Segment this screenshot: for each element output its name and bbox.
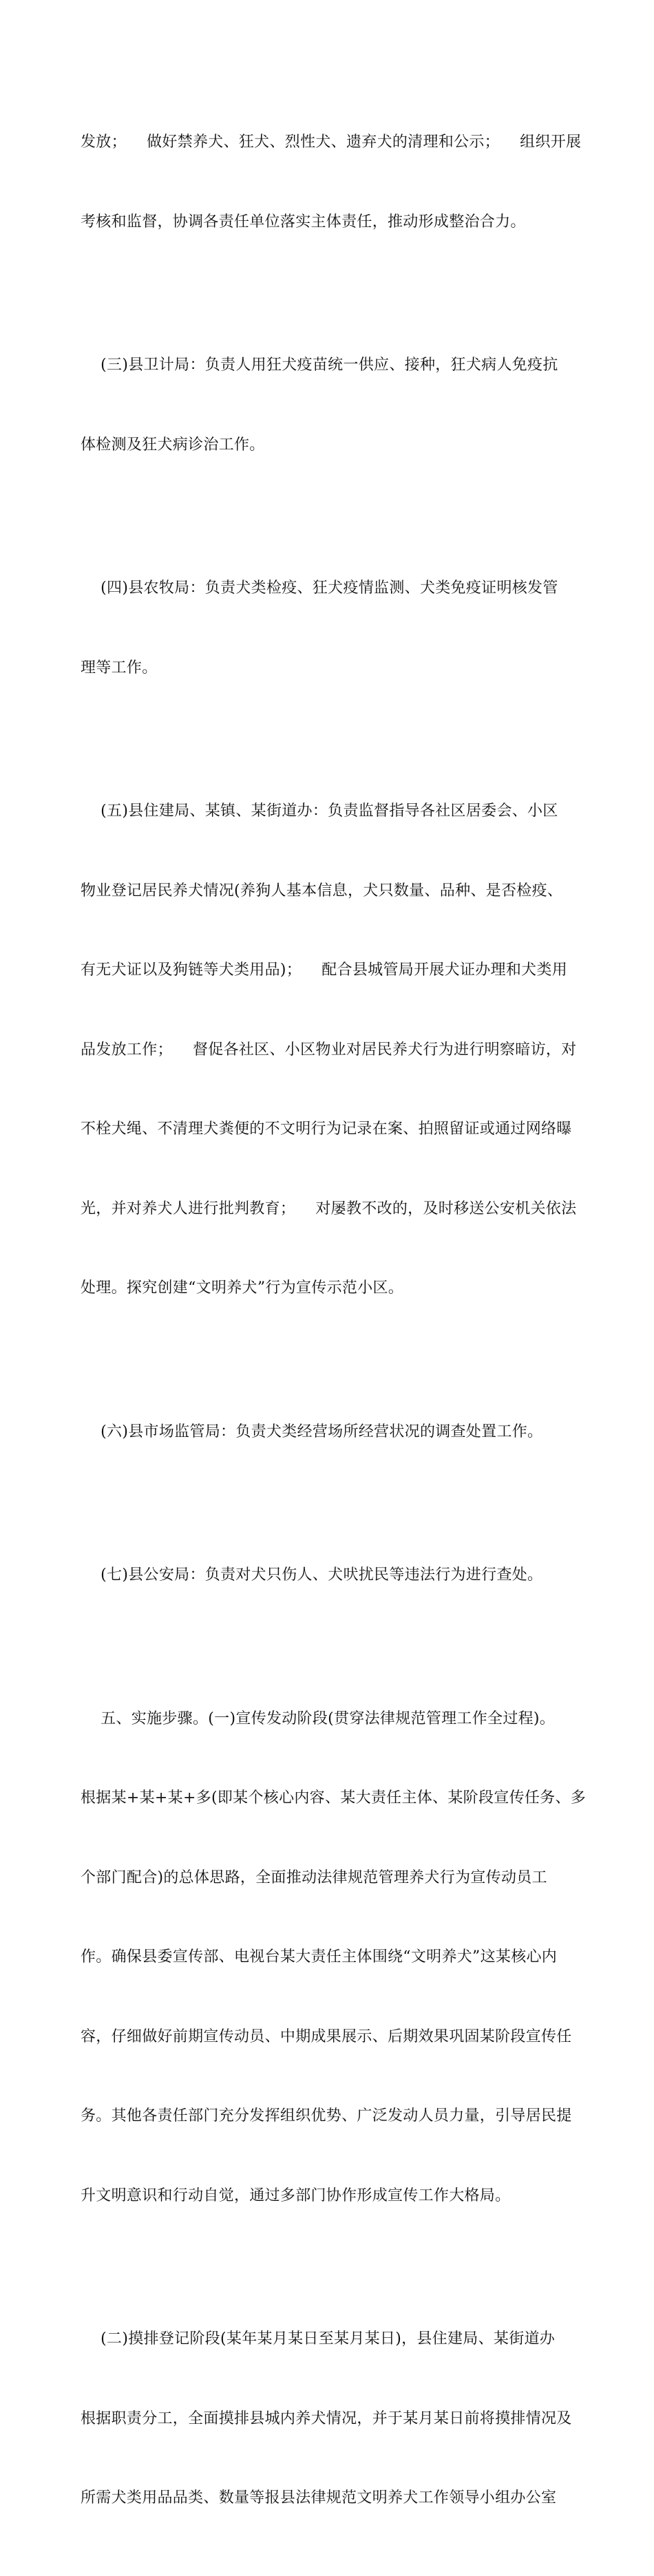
text-line: (六)县市场监管局：负责犬类经营场所经营状况的调查处置工作。 [81, 1423, 543, 1440]
text-line: 升文明意识和行动自觉，通过多部门协作形成宣传工作大格局。 [81, 2186, 511, 2204]
paragraph-public-security-bureau [81, 1509, 573, 1642]
text-line: 理等工作。 [81, 659, 158, 677]
text-line: (四)县农牧局：负责犬类检疫、狂犬疫情监测、犬类免疫证明核发管 [81, 579, 558, 597]
paragraph-market-bureau [81, 1366, 573, 1499]
text-line: 作。确保县委宣传部、电视台某大责任主体围绕“文明养犬”这某核心内 [81, 1948, 558, 1966]
paragraph-implementation-steps [81, 1653, 587, 2263]
text-line: 务。其他各责任部门充分发挥组织优势、广泛发动人员力量，引导居民提 [81, 2107, 572, 2125]
text-line: (三)县卫计局：负责人用狂犬疫苗统一供应、接种，狂犬病人免疫抗 [81, 356, 558, 374]
text-line: (七)县公安局：负责对犬只伤人、犬吠扰民等违法行为进行查处。 [81, 1566, 543, 1584]
text-line: 根据职责分工，全面摸排县城内养犬情况，并于某月某日前将摸排情况及 [81, 2409, 572, 2427]
text-line: 根据某+某+某+多(即某个核心内容、某大责任主体、某阶段宣传任务、多 [81, 1789, 587, 1807]
text-line: 处理。探究创建“文明养犬”行为宣传示范小区。 [81, 1279, 404, 1297]
text-line: (五)县住建局、某镇、某街道办：负责监督指导各社区居委会、小区 [81, 802, 558, 820]
text-line: 所需犬类用品品类、数量等报县法律规范文明养犬工作领导小组办公室 [81, 2489, 557, 2506]
document-body [81, 76, 587, 2576]
text-line: 个部门配合)的总体思路，全面推动法律规范管理养犬行为宣传动员工 [81, 1869, 547, 1886]
paragraph-housing-bureau [81, 745, 577, 1355]
text-line: 光，并对养犬人进行批判教育； 对屡教不改的，及时移送公安机关依法 [81, 1200, 577, 1217]
text-line: 五、实施步骤。(一)宣传发动阶段(贯穿法律规范管理工作全过程)。 [81, 1710, 556, 1727]
paragraph-health-bureau [81, 299, 573, 511]
text-line: 发放； 做好禁养犬、狂犬、烈性犬、遗弃犬的清理和公示； 组织开展 [81, 134, 582, 151]
text-line: 物业登记居民养犬情况(养狗人基本信息，犬只数量、品种、是否检疫、 [81, 882, 563, 900]
text-line: 有无犬证以及狗链等犬类用品)； 配合县城管局开展犬证办理和犬类用 [81, 961, 568, 979]
text-line: 考核和监督，协调各责任单位落实主体责任，推动形成整治合力。 [81, 213, 526, 231]
text-line: 不栓犬绳、不清理犬粪便的不文明行为记录在案、拍照留证或通过网络曝 [81, 1120, 572, 1138]
paragraph-agriculture-bureau [81, 522, 573, 734]
text-line: (二)摸排登记阶段(某年某月某日至某月某日)，县住建局、某街道办 [81, 2330, 556, 2348]
text-line: 容，仔细做好前期宣传动员、中期成果展示、后期效果巩固某阶段宣传任 [81, 2027, 572, 2045]
text-line: 体检测及狂犬病诊治工作。 [81, 436, 265, 454]
text-line: 品发放工作； 督促各社区、小区物业对居民养犬行为进行明察暗访，对 [81, 1041, 577, 1058]
paragraph-survey-stage [81, 2273, 573, 2565]
paragraph-duties-continued [81, 76, 582, 288]
